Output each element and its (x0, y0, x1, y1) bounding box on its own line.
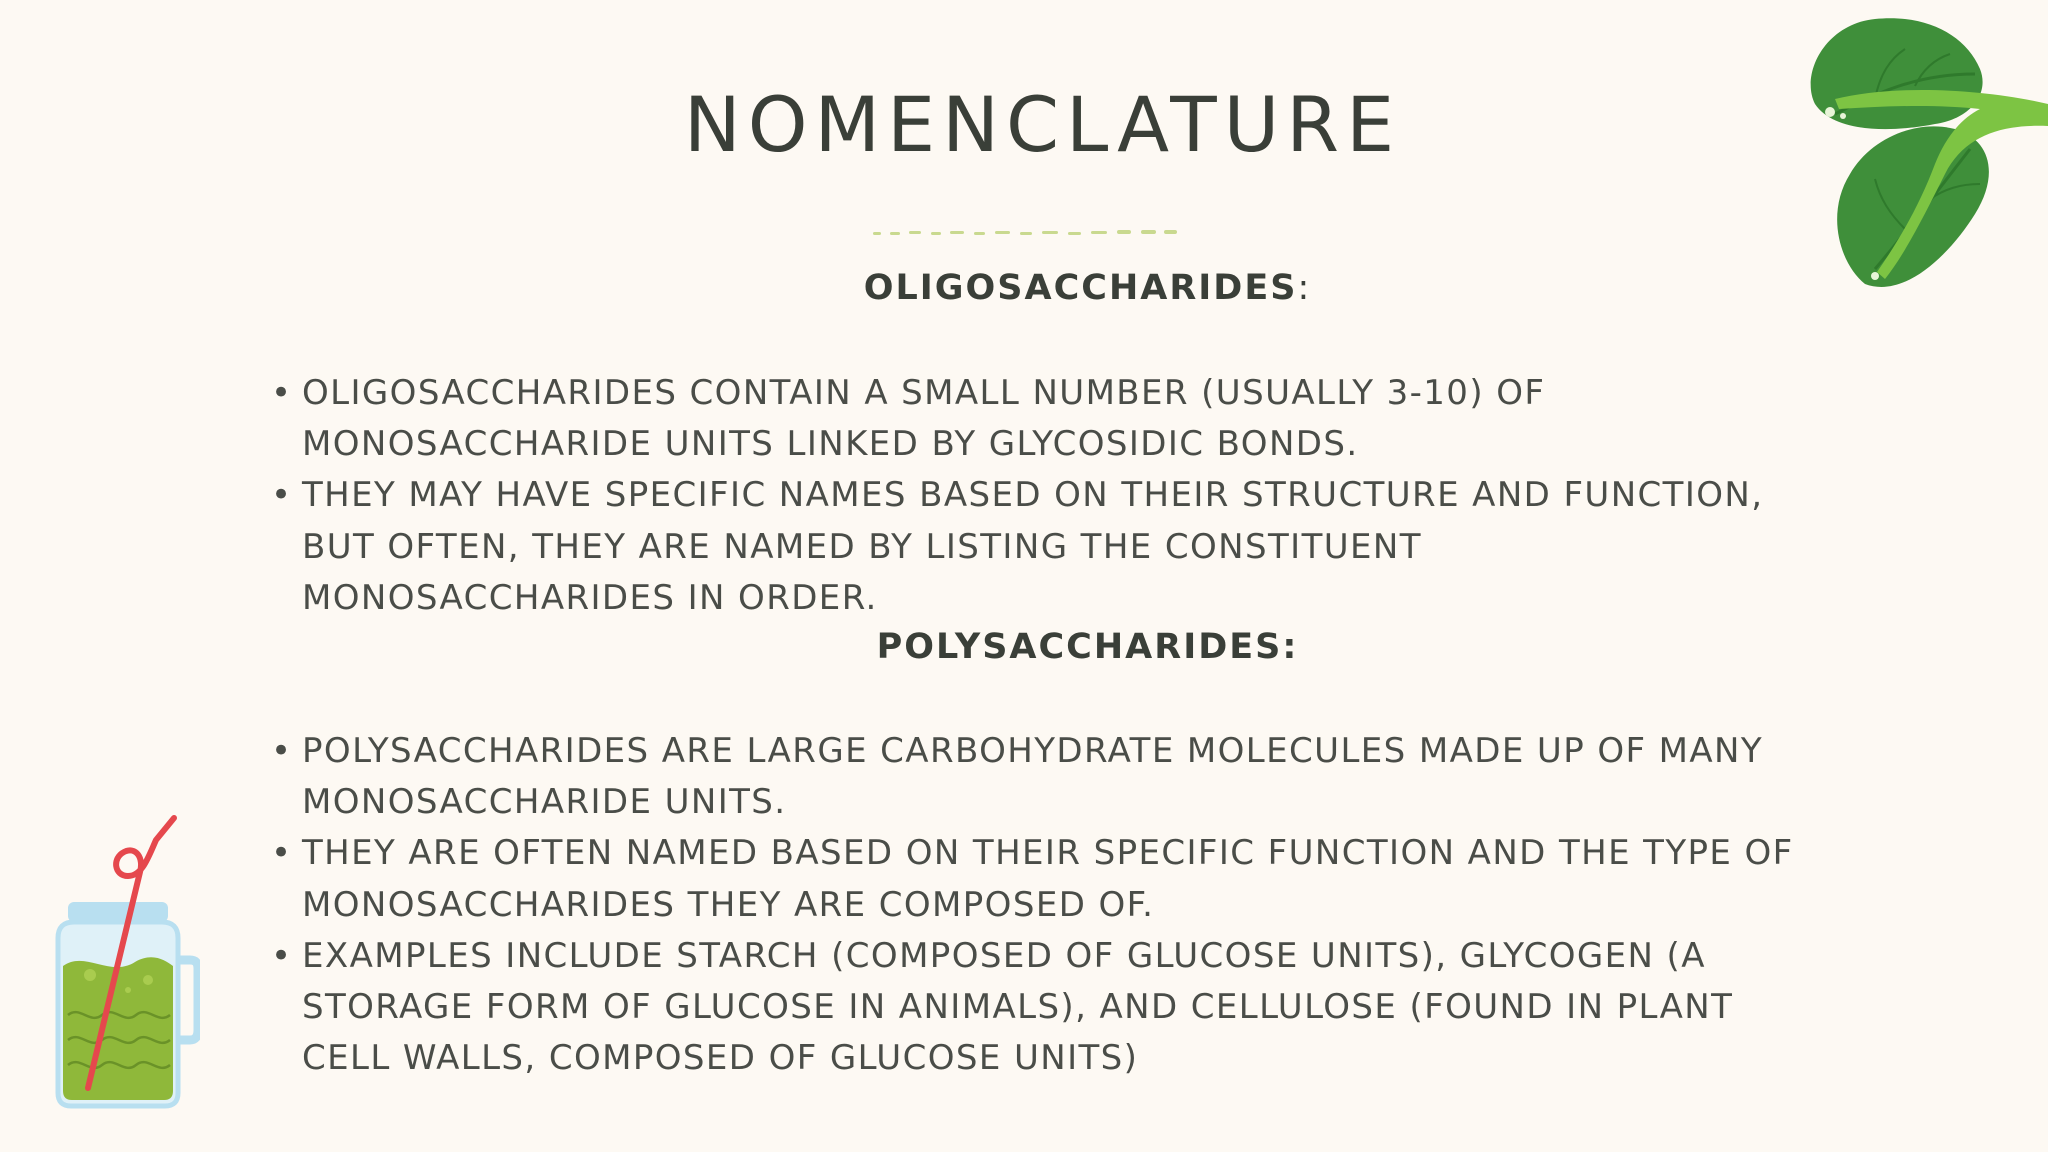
section-heading-oligosaccharides (0, 268, 2048, 308)
heading-text: POLYSACCHARIDES: (876, 627, 1299, 667)
bullet-line: MONOSACCHARIDE UNITS. (302, 782, 787, 823)
smoothie-jar-icon (40, 810, 200, 1110)
list-item (271, 726, 1794, 828)
bullet-line: STORAGE FORM OF GLUCOSE IN ANIMALS), AND CELLULOSE (FOUND IN PLANT (302, 987, 1734, 1028)
bullet-line: THEY MAY HAVE SPECIFIC NAMES BASED ON THEIR STRUCTURE AND FUNCTION, (302, 475, 1764, 516)
list-item (271, 828, 1794, 930)
bullet-line: CELL WALLS, COMPOSED OF GLUCOSE UNITS) (302, 1038, 1139, 1079)
bullet-dot: • (271, 833, 293, 874)
section-heading-polysaccharides (0, 627, 2048, 667)
bullet-line: MONOSACCHARIDES THEY ARE COMPOSED OF. (302, 884, 1155, 925)
list-item (271, 470, 1763, 624)
bullet-line: THEY ARE OFTEN NAMED BASED ON THEIR SPECIFIC FUNCTION AND THE TYPE OF (302, 833, 1794, 874)
bullet-dot: • (271, 731, 293, 771)
bullet-line: POLYSACCHARIDES ARE LARGE CARBOHYDRATE MOLECULES MADE UP OF MANY (302, 731, 1764, 771)
bullet-line: BUT OFTEN, THEY ARE NAMED BY LISTING THE CONSTITUENT (302, 526, 1422, 567)
spinach-leaf-icon (1805, 14, 2048, 296)
oligosaccharides-bullet-list (271, 368, 1763, 624)
list-item (271, 368, 1763, 470)
slide-title: NOMENCLATURE (683, 80, 1402, 169)
bullet-dot: • (271, 935, 293, 976)
heading-colon: : (1297, 268, 1312, 308)
bullet-dot: • (271, 373, 293, 413)
bullet-line: OLIGOSACCHARIDES CONTAIN A SMALL NUMBER (USUALLY 3-10) OF (302, 373, 1546, 413)
bullet-line: MONOSACCHARIDE UNITS LINKED BY GLYCOSIDIC BONDS. (302, 424, 1359, 465)
polysaccharides-bullet-list (271, 726, 1794, 1084)
bullet-line: MONOSACCHARIDES IN ORDER. (302, 577, 878, 618)
bullet-line: EXAMPLES INCLUDE STARCH (COMPOSED OF GLUCOSE UNITS), GLYCOGEN (A (302, 935, 1706, 976)
dashed-divider (873, 228, 1177, 238)
heading-text: OLIGOSACCHARIDES (863, 268, 1298, 308)
bullet-dot: • (271, 475, 293, 516)
list-item (271, 931, 1794, 1085)
